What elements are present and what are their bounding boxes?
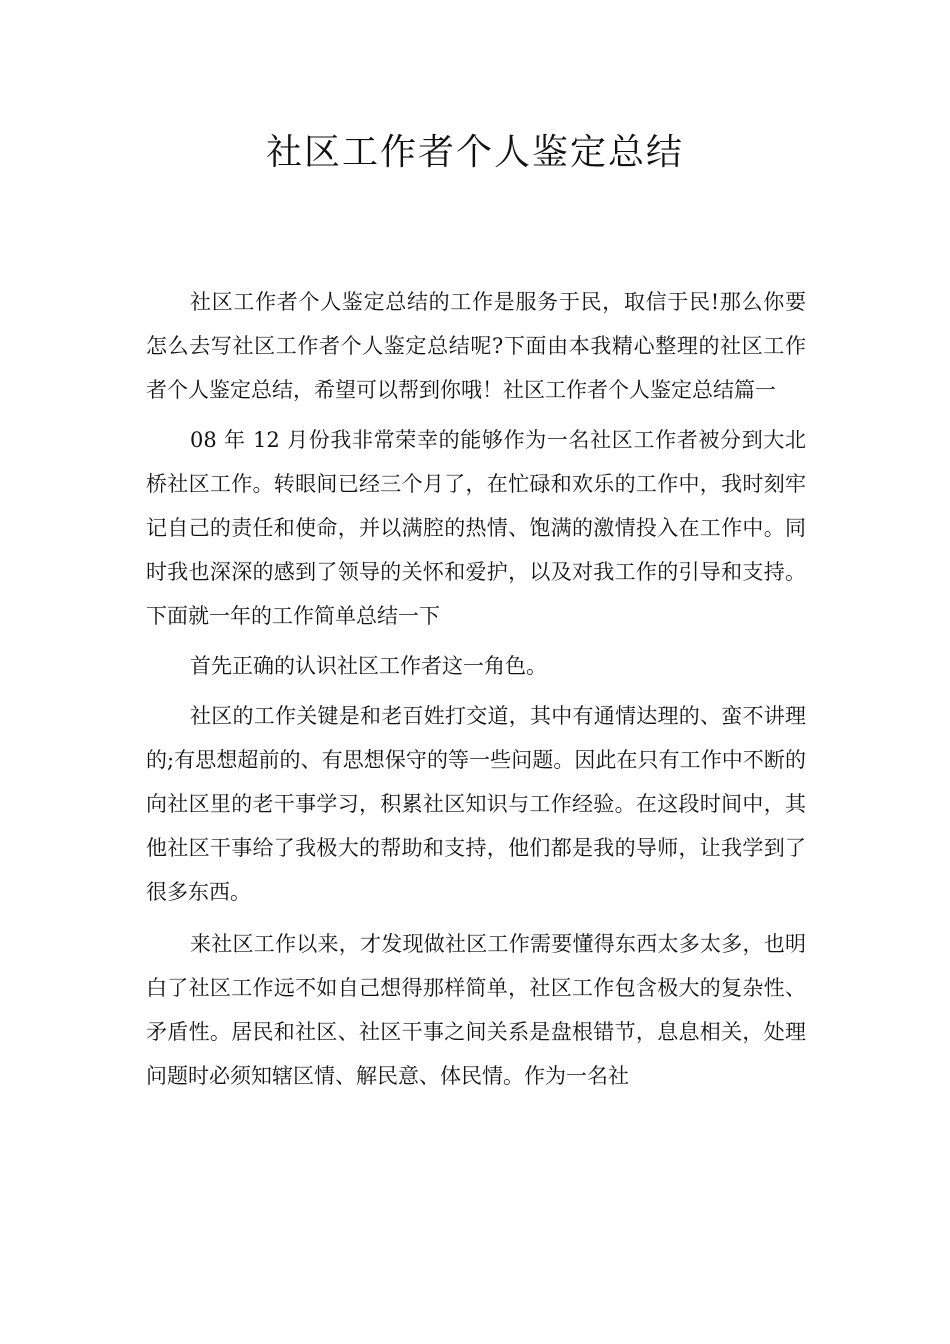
paragraph-community-work: 社区的工作关键是和老百姓打交道，其中有通情达理的、蛮不讲理的;有思想超前的、有思想保守的等一些问题。因此在只有工作中不断的向社区里的老干事学习，积累社区知识与工作经验。在这段时间中，其他社区干事给了我极大的帮助和支持，他们都是我的导师，让我学到了很多东西。: [146, 704, 806, 904]
paragraph-learning: 来社区工作以来，才发现做社区工作需要懂得东西太多太多，也明白了社区工作远不如自己想得那样简单，社区工作包含极大的复杂性、矛盾性。居民和社区、社区干事之间关系是盘根错节，息息相关，处理问题时必须知辖区情、解民意、体民情。作为一名社: [146, 932, 806, 1088]
paragraph-role: 首先正确的认识社区工作者这一角色。: [190, 654, 547, 678]
paragraph-intro: 社区工作者个人鉴定总结的工作是服务于民，取信于民!那么你要怎么去写社区工作者个人鉴定总结呢?下面由本我精心整理的社区工作者个人鉴定总结，希望可以帮到你哦！社区工作者个人鉴定总结篇一: [146, 290, 806, 402]
document-title: 社区工作者个人鉴定总结: [265, 132, 684, 173]
document-body: [146, 280, 806, 1098]
paragraph-start-work: 08 年 12 月份我非常荣幸的能够作为一名社区工作者被分到大北桥社区工作。转眼间已经三个月了，在忙碌和欢乐的工作中，我时刻牢记自己的责任和使命，并以满腔的热情、饱满的激情投入在工作中。同时我也深深的感到了领导的关怀和爱护，以及对我工作的引导和支持。下面就一年的工作简单总结一下: [146, 428, 806, 628]
